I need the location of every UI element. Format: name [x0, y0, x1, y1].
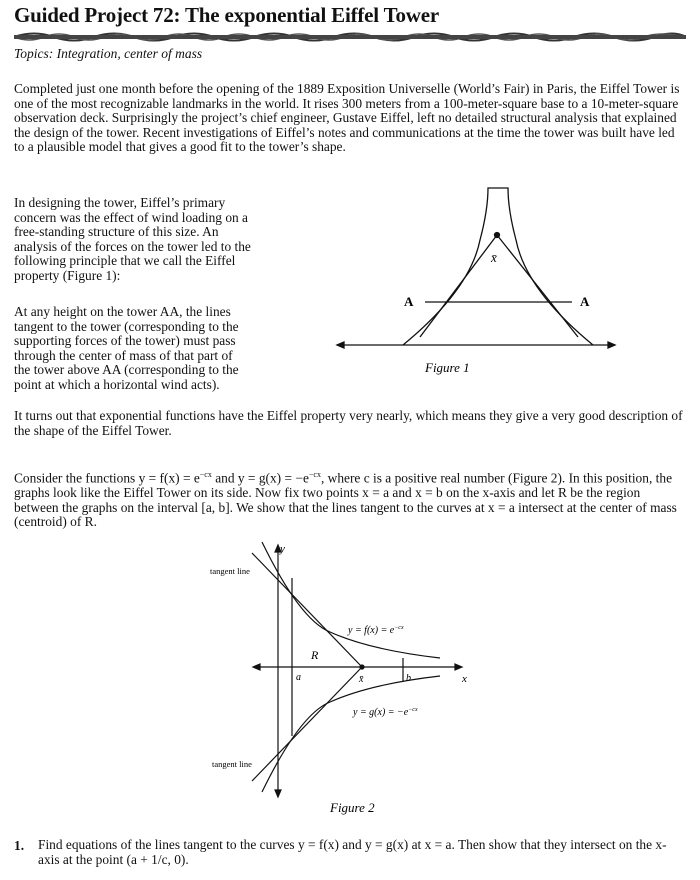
figure-1	[337, 188, 615, 348]
curve-g	[262, 676, 440, 792]
fig2-xbar: x̄	[359, 674, 364, 685]
curve-f	[262, 542, 440, 658]
tangent-line-g	[252, 667, 362, 781]
x-axis-label: x	[462, 673, 467, 685]
figure-2	[252, 542, 462, 797]
question-1: 1. Find equations of the lines tangent to the curves y = f(x) and y = g(x) at x = a. Then show that they intersect on the x-axis at the point (a + 1/c, 0).	[14, 838, 686, 867]
topics: Topics: Integration, center of mass	[14, 46, 203, 61]
tangent-line-label-bottom: tangent line	[212, 759, 252, 769]
question-text: Find equations of the lines tangent to the curves y = f(x) and y = g(x) at x = a. Then show that they intersect on the x-axis at the point (a + 1/c, 0).	[38, 837, 667, 867]
g-label: $y = g(x) = -e^{-cx}$	[353, 707, 418, 718]
design-paragraph: In designing the tower, Eiffel’s primary concern was the effect of wind loading on a free-standing structure of this size. An analysis of the forces on the tower led to the following principle that we call the Eiffel property (Figure 1):	[14, 195, 251, 283]
figure-2-caption: Figure 2	[330, 800, 375, 815]
a-label: a	[296, 672, 301, 683]
label-a-left: A	[404, 294, 414, 309]
y-axis-label: y	[280, 543, 285, 555]
tangent-right	[497, 235, 578, 337]
f-label: $y = f(x) = e^{-cx}$	[348, 625, 404, 636]
figure-1-caption: Figure 1	[425, 360, 470, 375]
center-of-mass-dot	[495, 233, 500, 238]
b-label: b	[406, 673, 411, 684]
conclusion-paragraph: It turns out that exponential functions have the Eiffel property very nearly, which means they give a very good description of the shape of the Eiffel Tower.	[14, 408, 683, 438]
consider-paragraph: Consider the functions $y = f(x) = e^{-cx}$ and $y = g(x) = -e^{-cx}$, where c is a positive real number (Figure 2). In this position, the graphs look like the Eiffel Tower on its side. Now fix two points x = a and x = b on the x-axis and let R be the region between the graphs on the interval [a, b]. We show that the lines tangent to the curves at x = a intersect at the center of mass (centroid) of R.	[14, 470, 677, 530]
region-r-label: R	[311, 648, 319, 662]
tangent-line-f	[252, 553, 362, 667]
page-title: Guided Project 72: The exponential Eiffel Tower	[14, 3, 439, 27]
tangent-line-label-top: tangent line	[210, 566, 250, 576]
tangent-left	[420, 235, 497, 337]
label-a-right: A	[580, 294, 590, 309]
fig1-xbar: x̄	[491, 250, 497, 265]
eiffel-property-paragraph: At any height on the tower AA, the lines tangent to the tower (corresponding to the supporting forces of the tower) must pass through the center of mass of that part of the tower above AA (corresponding to the point at which a horizontal wind acts).	[14, 304, 239, 392]
intro-paragraph: Completed just one month before the opening of the 1889 Exposition Universelle (World’s Fair) in Paris, the Eiffel Tower is one of the most recognizable landmarks in the world. It rises 300 meters from a 100-meter-square base to a 10-meter-square observation deck. Surprisingly the project’s chief engineer, Gustave Eiffel, left no detailed structural analysis that explained the design of the tower. Recent investigations of Eiffel’s notes and communications at the time the tower was built have led to a plausible model that gives a good fit to the tower’s shape.	[14, 81, 680, 155]
